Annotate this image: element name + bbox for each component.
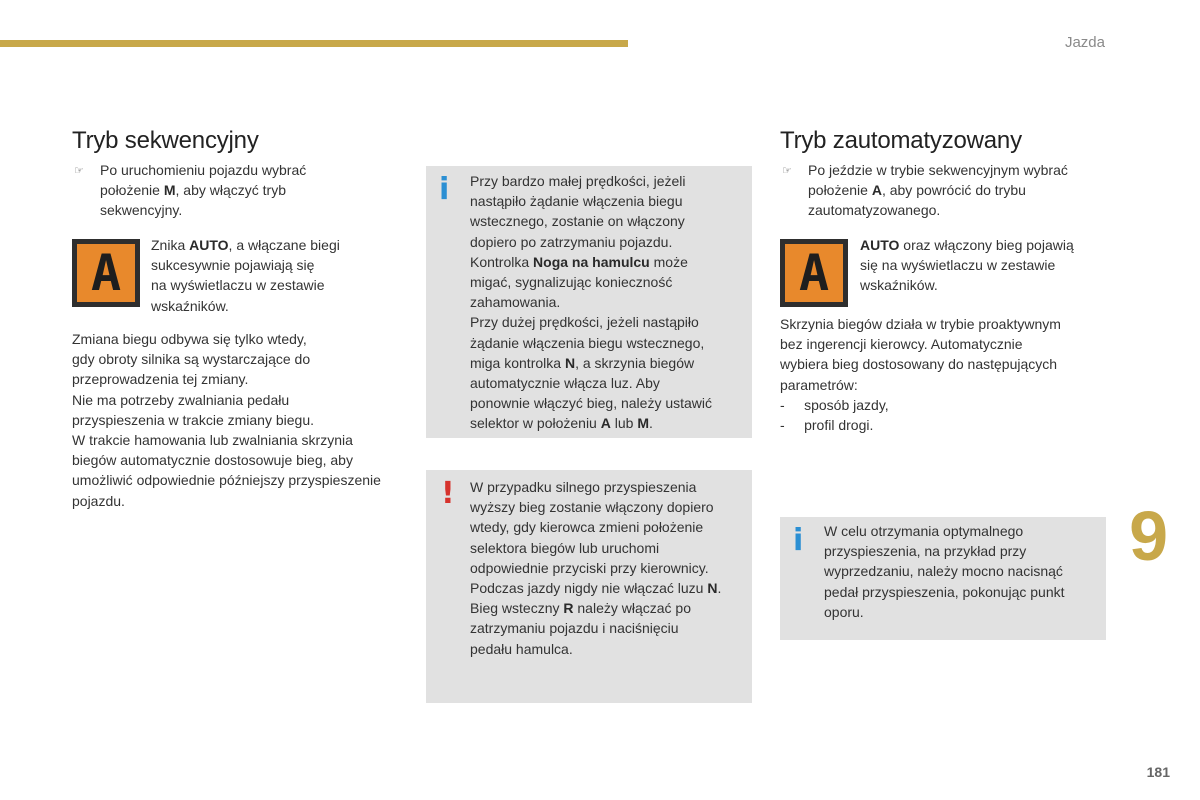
warning-icon: ! (441, 476, 455, 511)
info-box-text: W celu otrzymania optymalnego przyspieszenia, na przykład przy wyprzedzaniu, należy mocno nacisnąć pedał przyspieszenia, pokonując punkt oporu. (824, 523, 1065, 620)
left-bullet-text: Po uruchomieniu pojazdu wybrać położenie M, aby włączyć tryb sekwencyjny. (100, 162, 307, 219)
left-icon-text: Znika AUTO, a włączane biegi sukcesywnie pojawiają się na wyświetlaczu w zestawie wskaźników. (151, 237, 340, 314)
bullet-icon: ☞ (74, 165, 84, 177)
bullet-icon: ☞ (782, 165, 792, 177)
auto-display-icon (780, 239, 848, 307)
left-body-text: Zmiana biegu odbywa się tylko wtedy, gdy obroty silnika są wystarczające do przeprowadzenia tej zmiany. Nie ma potrzeby zwalniania pedału przyspieszenia w trakcie zmiany biegu. W trakcie hamowania lub zwalniania skrzynia biegów automatycznie dostosowuje bieg, aby umożliwić odpowiednie późniejszy przyspieszenie pojazdu. (72, 331, 381, 509)
section-title-sequential: Tryb sekwencyjny (72, 127, 259, 154)
warning-box-acceleration (426, 470, 752, 703)
info-box-text: Przy bardzo małej prędkości, jeżeli nastąpiło żądanie włączenia biegu wstecznego, zostanie on włączony dopiero po zatrzymaniu pojazdu. Kontrolka Noga na hamulcu może migać, sygnalizując konieczność zahamowania. Przy dużej prędkości, jeżeli nastąpiło żądanie włączenia biegu wstecznego, miga kontrolka N, a skrzynia biegów automatycznie włącza luz. Aby ponownie włączyć bieg, należy ustawić selektor w położeniu A lub M. (470, 173, 713, 432)
header-accent-bar (0, 40, 628, 47)
chapter-number: 9 (1129, 497, 1168, 575)
right-icon-text: AUTO oraz włączony bieg pojawią się na wyświetlaczu w zestawie wskaźników. (860, 237, 1074, 294)
auto-display-icon (72, 239, 140, 307)
chapter-name: Jazda (1064, 34, 1105, 51)
page-number: 181 (1146, 764, 1170, 780)
info-icon: i (793, 523, 804, 558)
info-box-reverse-gear (426, 166, 752, 438)
right-body-text: Skrzynia biegów działa w trybie proaktywnym bez ingerencji kierowcy. Automatycznie wybiera bieg dostosowany do następujących parametrów: - sposób jazdy, - profil drogi. (780, 316, 1061, 434)
section-title-automated: Tryb zautomatyzowany (780, 127, 1022, 154)
warning-box-text: W przypadku silnego przyspieszenia wyższy bieg zostanie włączony dopiero wtedy, gdy kierowca zmieni położenie selektora biegów lub uruchomi odpowiednie przyciski przy kierownicy. Podczas jazdy nigdy nie włączać luzu N. Bieg wsteczny R należy włączać po zatrzymaniu pojazdu i naciśnięciu pedału hamulca. (470, 479, 722, 657)
auto-letter-icon: A (785, 244, 843, 302)
right-bullet-text: Po jeździe w trybie sekwencyjnym wybrać położenie A, aby powrócić do trybu zautomatyzowanego. (808, 162, 1068, 219)
auto-letter-icon: A (77, 244, 135, 302)
info-icon: i (439, 172, 450, 207)
info-box-acceleration (780, 517, 1106, 640)
